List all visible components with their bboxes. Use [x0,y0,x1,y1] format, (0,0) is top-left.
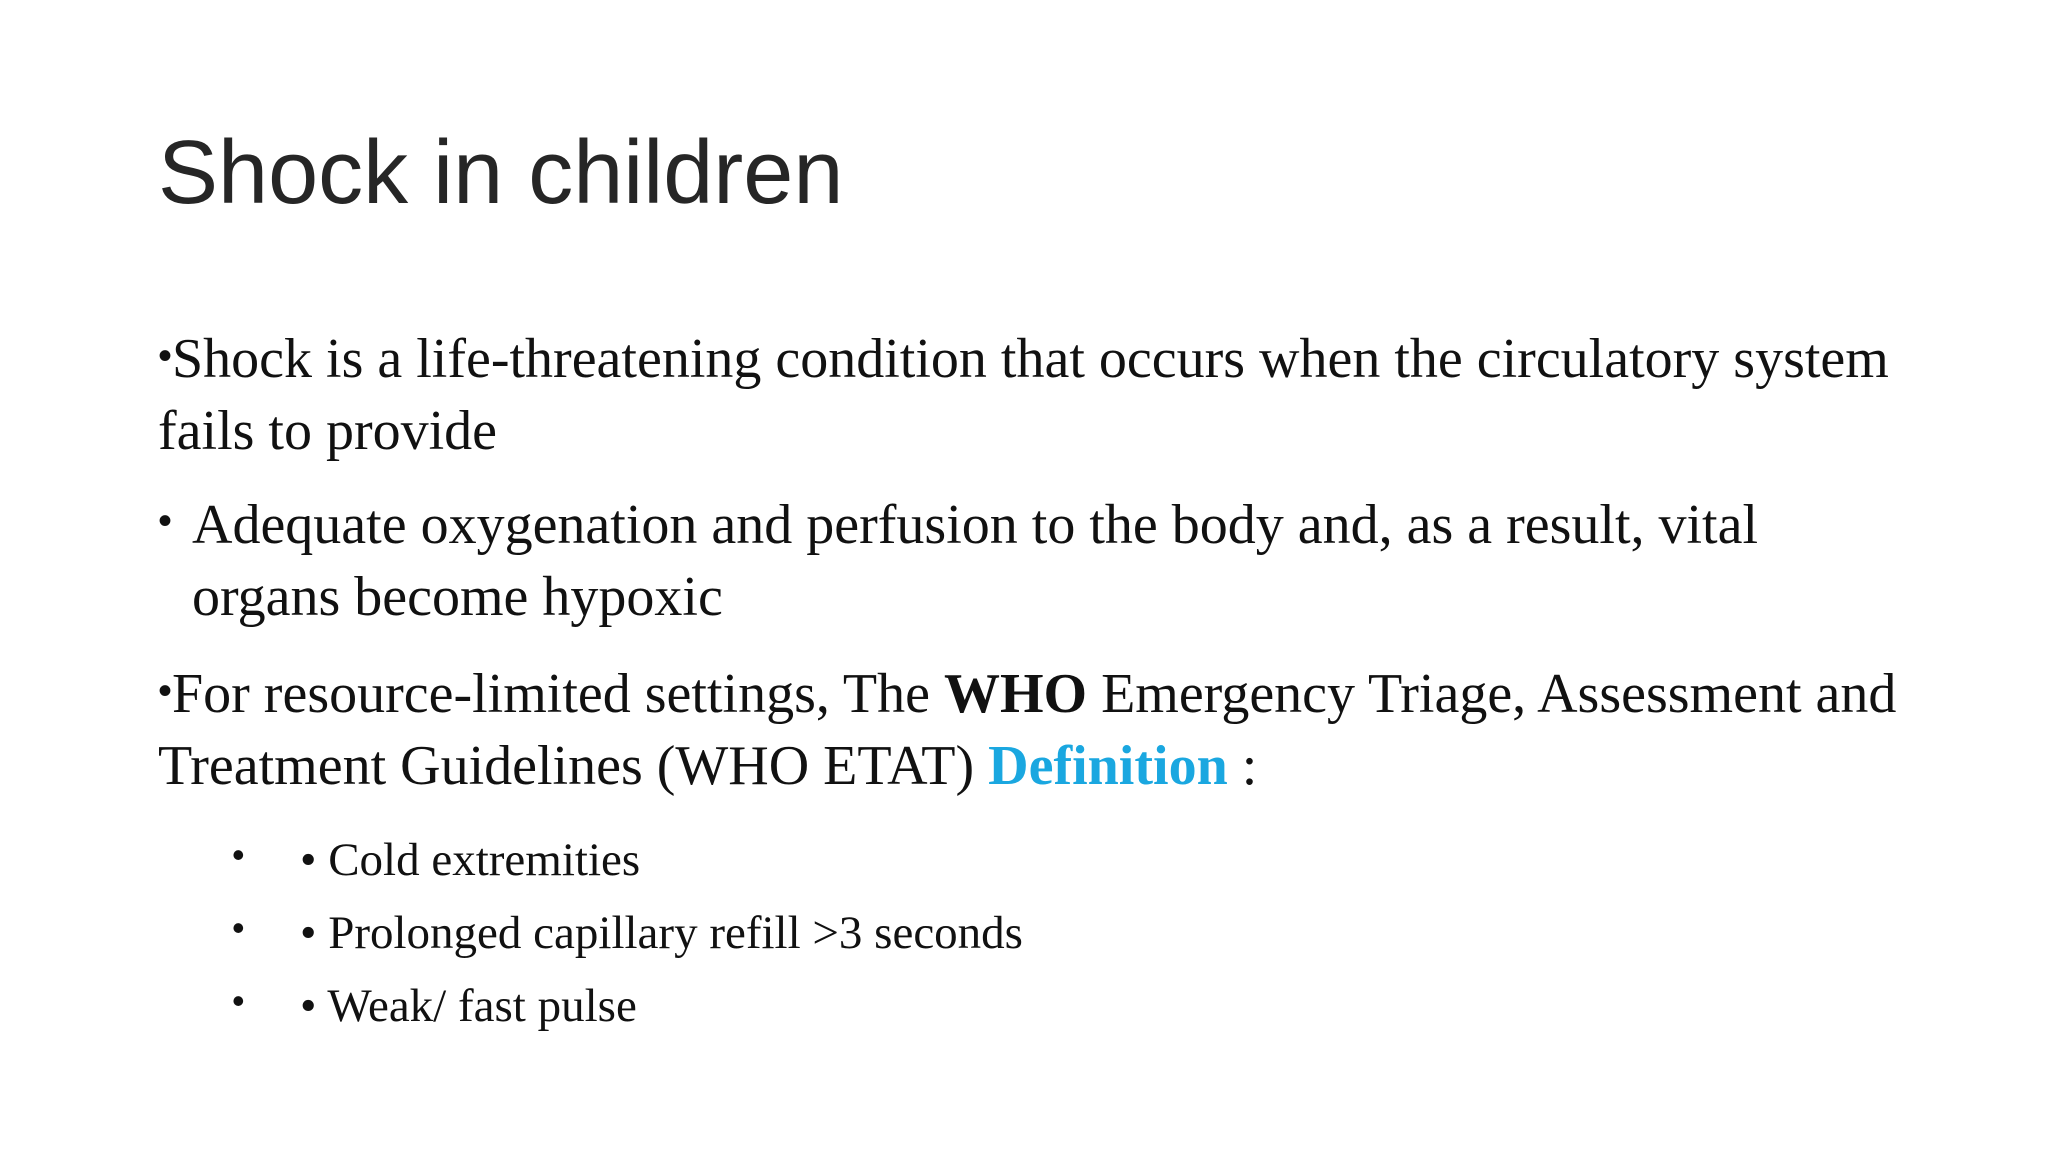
bullet-icon: • [232,907,245,948]
paragraph-who-etat [158,655,1918,802]
list-item [158,970,1918,1043]
list-item-text: • Weak/ fast pulse [300,980,637,1032]
bullet-icon: • [158,499,173,543]
paragraph-text: Shock is a life-threatening condition that occurs when the circulatory system fails to provide [158,328,1889,462]
list-item-text: • Prolonged capillary refill >3 seconds [300,907,1023,959]
bullet-icon: • [232,834,245,875]
criteria-list [158,824,1918,1043]
paragraph-text-middle: Emergency Triage, Assessment and Treatment Guidelines (WHO ETAT) [158,663,1897,797]
list-item [158,897,1918,970]
bullet-icon: • [232,980,245,1021]
list-item-text: • Cold extremities [300,834,641,886]
list-item [158,824,1918,897]
paragraph-oxygenation [158,489,1918,633]
bullet-icon: • [158,334,173,378]
paragraph-text: Adequate oxygenation and perfusion to the body and, as a result, vital organs become hypoxic [192,494,1759,628]
slide-body [158,320,1918,1043]
paragraph-text-after: : [1227,735,1258,797]
slide-title: Shock in children [158,123,844,223]
who-emphasis: WHO [943,663,1088,725]
definition-highlight: Definition [988,735,1228,797]
bullet-icon: • [158,669,173,713]
paragraph-text-before: For resource-limited settings, The [172,663,944,725]
paragraph-shock-definition [158,320,1918,467]
